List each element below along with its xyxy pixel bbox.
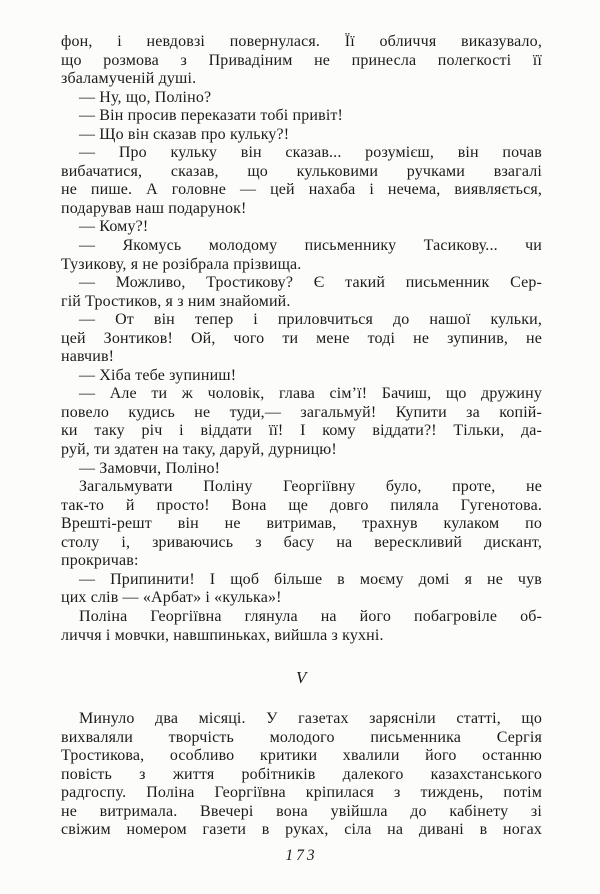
text-line: — Припинити! І щоб більше в моєму домі я не чув bbox=[79, 570, 542, 588]
text-line: — Кому?! bbox=[79, 218, 149, 236]
text-line: — От він тепер і приловчиться до нашої кульки, bbox=[79, 311, 542, 329]
text-line: вихваляли творчість молодого письменника Сергія bbox=[61, 728, 542, 746]
text-line: збаламученій душі. bbox=[61, 70, 197, 88]
text-line: — Що він сказав про кульку?! bbox=[79, 125, 290, 143]
text-line: прокричав: bbox=[61, 552, 139, 570]
section-heading: V bbox=[296, 668, 307, 688]
text-line: не пише. А головне — цей нахаба і нечема, виявляється, bbox=[61, 181, 542, 199]
text-line: фон, і невдовзі повернулася. Її обличчя виказувало, bbox=[61, 33, 542, 50]
text-line: свіжим номером газети в руках, сіла на дивані в ногах bbox=[61, 821, 542, 839]
text-line: повість з життя робітників далекого казахстанського bbox=[61, 765, 542, 783]
text-line: — Можливо, Тростикову? Є такий письменник Сер- bbox=[79, 274, 542, 292]
text-line: Тузикову, я не розібрала прізвища. bbox=[61, 255, 302, 273]
text-line: гій Тростиков, я з ним знайомий. bbox=[61, 292, 291, 310]
page-content bbox=[61, 33, 542, 865]
page-number: 173 bbox=[285, 846, 318, 864]
paragraph-block-1 bbox=[61, 33, 542, 645]
text-line: повело кудись не туди,— загальмуй! Купити за копій- bbox=[61, 403, 542, 421]
text-line: Врешті-решт він не витримав, трахнув кулаком по bbox=[61, 515, 542, 533]
text-line: подарував наш подарунок! bbox=[61, 199, 247, 217]
text-line: Тростикова, особливо критики хвалили його останню bbox=[61, 747, 542, 765]
text-line: личчя і мовчки, навшпиньках, вийшла з кухні. bbox=[61, 626, 384, 644]
text-line: радгоспу. Поліна Георгіївна кріпилася з тиждень, потім bbox=[61, 784, 542, 802]
paragraph-block-2 bbox=[61, 710, 542, 840]
text-line: Минуло два місяці. У газетах зарясніли статті, що bbox=[79, 710, 542, 728]
text-line: — Якомусь молодому письменнику Тасикову... чи bbox=[79, 237, 542, 255]
text-line: що розмова з Привадіним не принесла полегкості її bbox=[61, 51, 542, 69]
text-line: навчив! bbox=[61, 348, 115, 366]
text-line: — Про кульку він сказав... розумієш, він почав bbox=[79, 144, 542, 162]
text-line: — Хіба тебе зупиниш! bbox=[79, 366, 237, 384]
text-line: — Замовчи, Поліно! bbox=[79, 459, 221, 477]
text-line: цей Зонтиков! Ой, чого ти мене тоді не зупинив, не bbox=[61, 329, 542, 347]
text-line: — Він просив переказати тобі привіт! bbox=[79, 107, 344, 125]
text-line: руй, ти здатен на таку, даруй, дурницю! bbox=[61, 441, 337, 459]
text-line: столу і, зриваючись з басу на верескливий дискант, bbox=[61, 533, 542, 551]
text-line: — Ну, що, Поліно? bbox=[79, 88, 212, 106]
text-line: Загальмувати Поліну Георгіївну було, проте, не bbox=[79, 478, 542, 496]
text-line: ки таку річ і віддати її! І кому віддати?! Тільки, да- bbox=[61, 422, 542, 440]
text-line: — Але ти ж чоловік, глава сім’ї! Бачиш, що дружину bbox=[79, 385, 542, 403]
text-line: цих слів — «Арбат» і «кулька»! bbox=[61, 589, 282, 607]
text-line: Поліна Георгіївна глянула на його побагровіле об- bbox=[79, 607, 542, 625]
text-line: так-то й просто! Вона ще довго пиляла Гугенотова. bbox=[61, 496, 542, 514]
text-line: не витримала. Ввечері вона увійшла до кабінету зі bbox=[61, 802, 542, 820]
text-line: вибачатися, сказав, що кульковими ручками взагалі bbox=[61, 162, 542, 180]
